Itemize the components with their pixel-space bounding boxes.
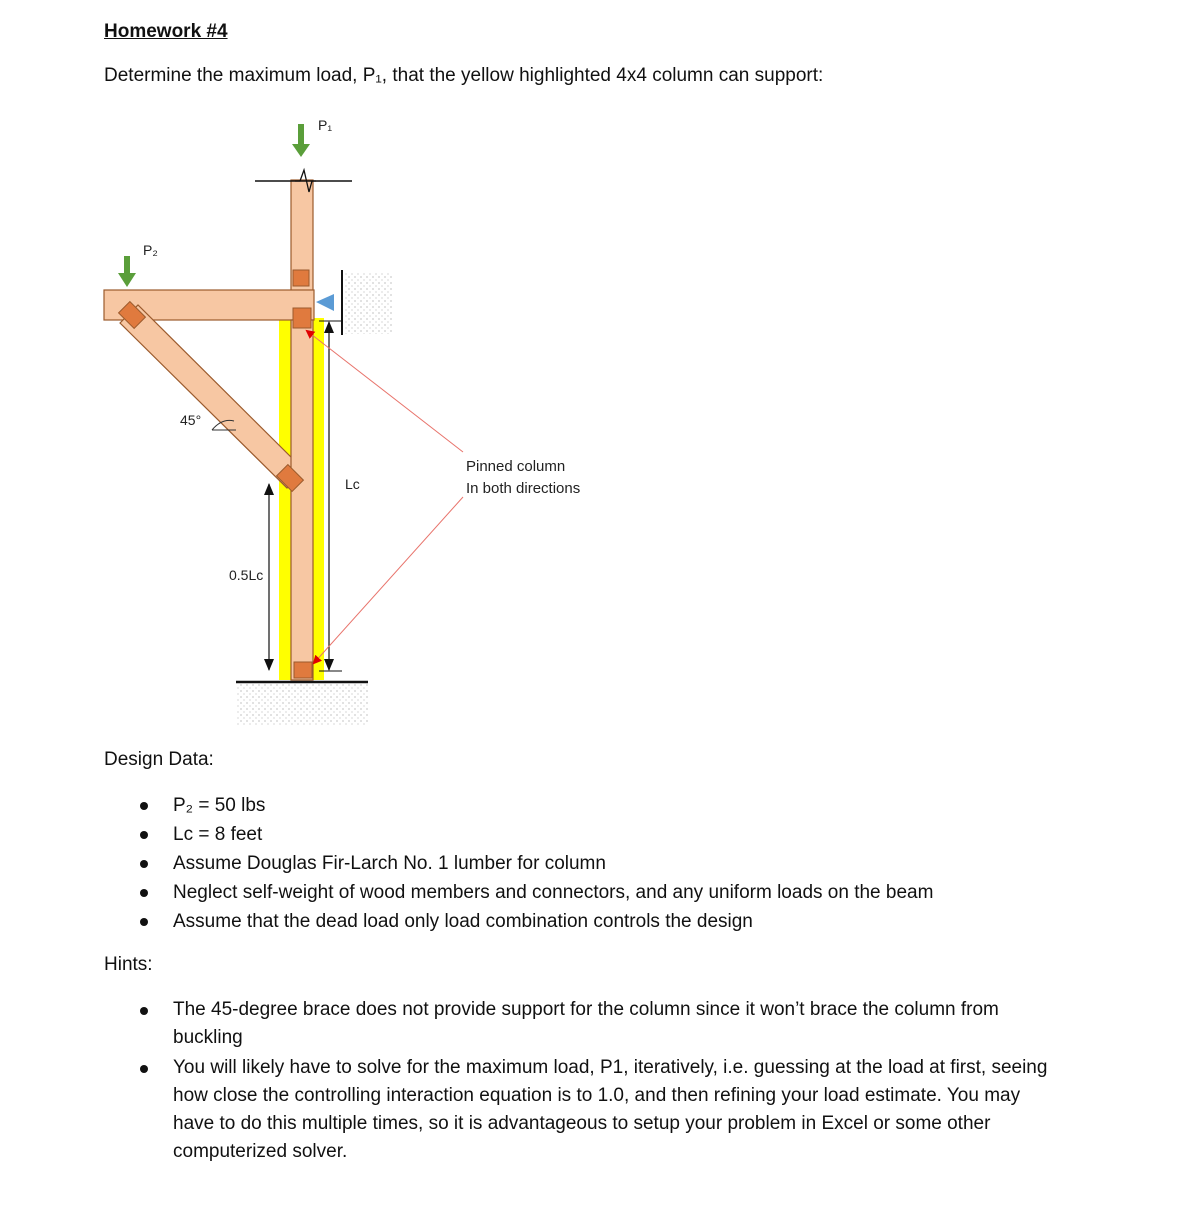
- connector-top: [293, 270, 309, 286]
- p2-load-arrow: [118, 256, 136, 287]
- lc-arrow-top: [324, 321, 334, 333]
- page-title: Homework #4: [104, 21, 228, 42]
- support-wall-hatch: [344, 272, 392, 334]
- leader-line-top: [307, 331, 463, 452]
- pinned-note-line2: In both directions: [466, 480, 581, 497]
- hint-item: The 45-degree brace does not provide support for the column since it won’t brace the column from buckling: [140, 996, 1060, 1052]
- problem-statement: Determine the maximum load, P₁, that the yellow highlighted 4x4 column can support:: [104, 65, 824, 86]
- leader-line-bottom: [314, 497, 463, 663]
- hints-list: [140, 996, 1060, 1168]
- ground-hatch: [236, 684, 368, 726]
- design-data-heading: Design Data:: [104, 749, 214, 770]
- lc-arrow-bottom: [324, 659, 334, 671]
- pin-support-triangle: [316, 294, 334, 311]
- lc-label: Lᴄ: [345, 476, 360, 492]
- half-lc-arrow-bottom: [264, 659, 274, 671]
- design-item: Assume that the dead load only load combination controls the design: [140, 907, 933, 936]
- angle-label: 45°: [180, 412, 202, 428]
- half-lc-label: 0.5Lᴄ: [229, 567, 264, 583]
- hint-item: You will likely have to solve for the maximum load, P1, iteratively, i.e. guessing at the load at first, seeing how close the controlling interaction equation is to 1.0, and then refining your load estimate. You may have to do this multiple times, so it is advantageous to setup your problem in Excel or some other computerized solver.: [140, 1054, 1060, 1166]
- lower-column: [291, 320, 313, 680]
- design-item: P₂ = 50 lbs: [140, 791, 933, 820]
- p2-label: P₂: [143, 242, 158, 258]
- connector-beam: [293, 308, 311, 328]
- connector-base: [294, 662, 312, 678]
- design-data-list: [140, 791, 933, 936]
- design-item: Assume Douglas Fir-Larch No. 1 lumber for column: [140, 849, 933, 878]
- structure-diagram: [0, 100, 620, 740]
- design-item: Lᴄ = 8 feet: [140, 820, 933, 849]
- p1-label: P₁: [318, 117, 333, 133]
- pinned-note-line1: Pinned column: [466, 458, 566, 475]
- p1-load-arrow: [292, 124, 310, 157]
- hints-heading: Hints:: [104, 954, 153, 975]
- design-item: Neglect self-weight of wood members and connectors, and any uniform loads on the beam: [140, 878, 933, 907]
- diagonal-brace: [120, 305, 304, 488]
- half-lc-arrow-top: [264, 483, 274, 495]
